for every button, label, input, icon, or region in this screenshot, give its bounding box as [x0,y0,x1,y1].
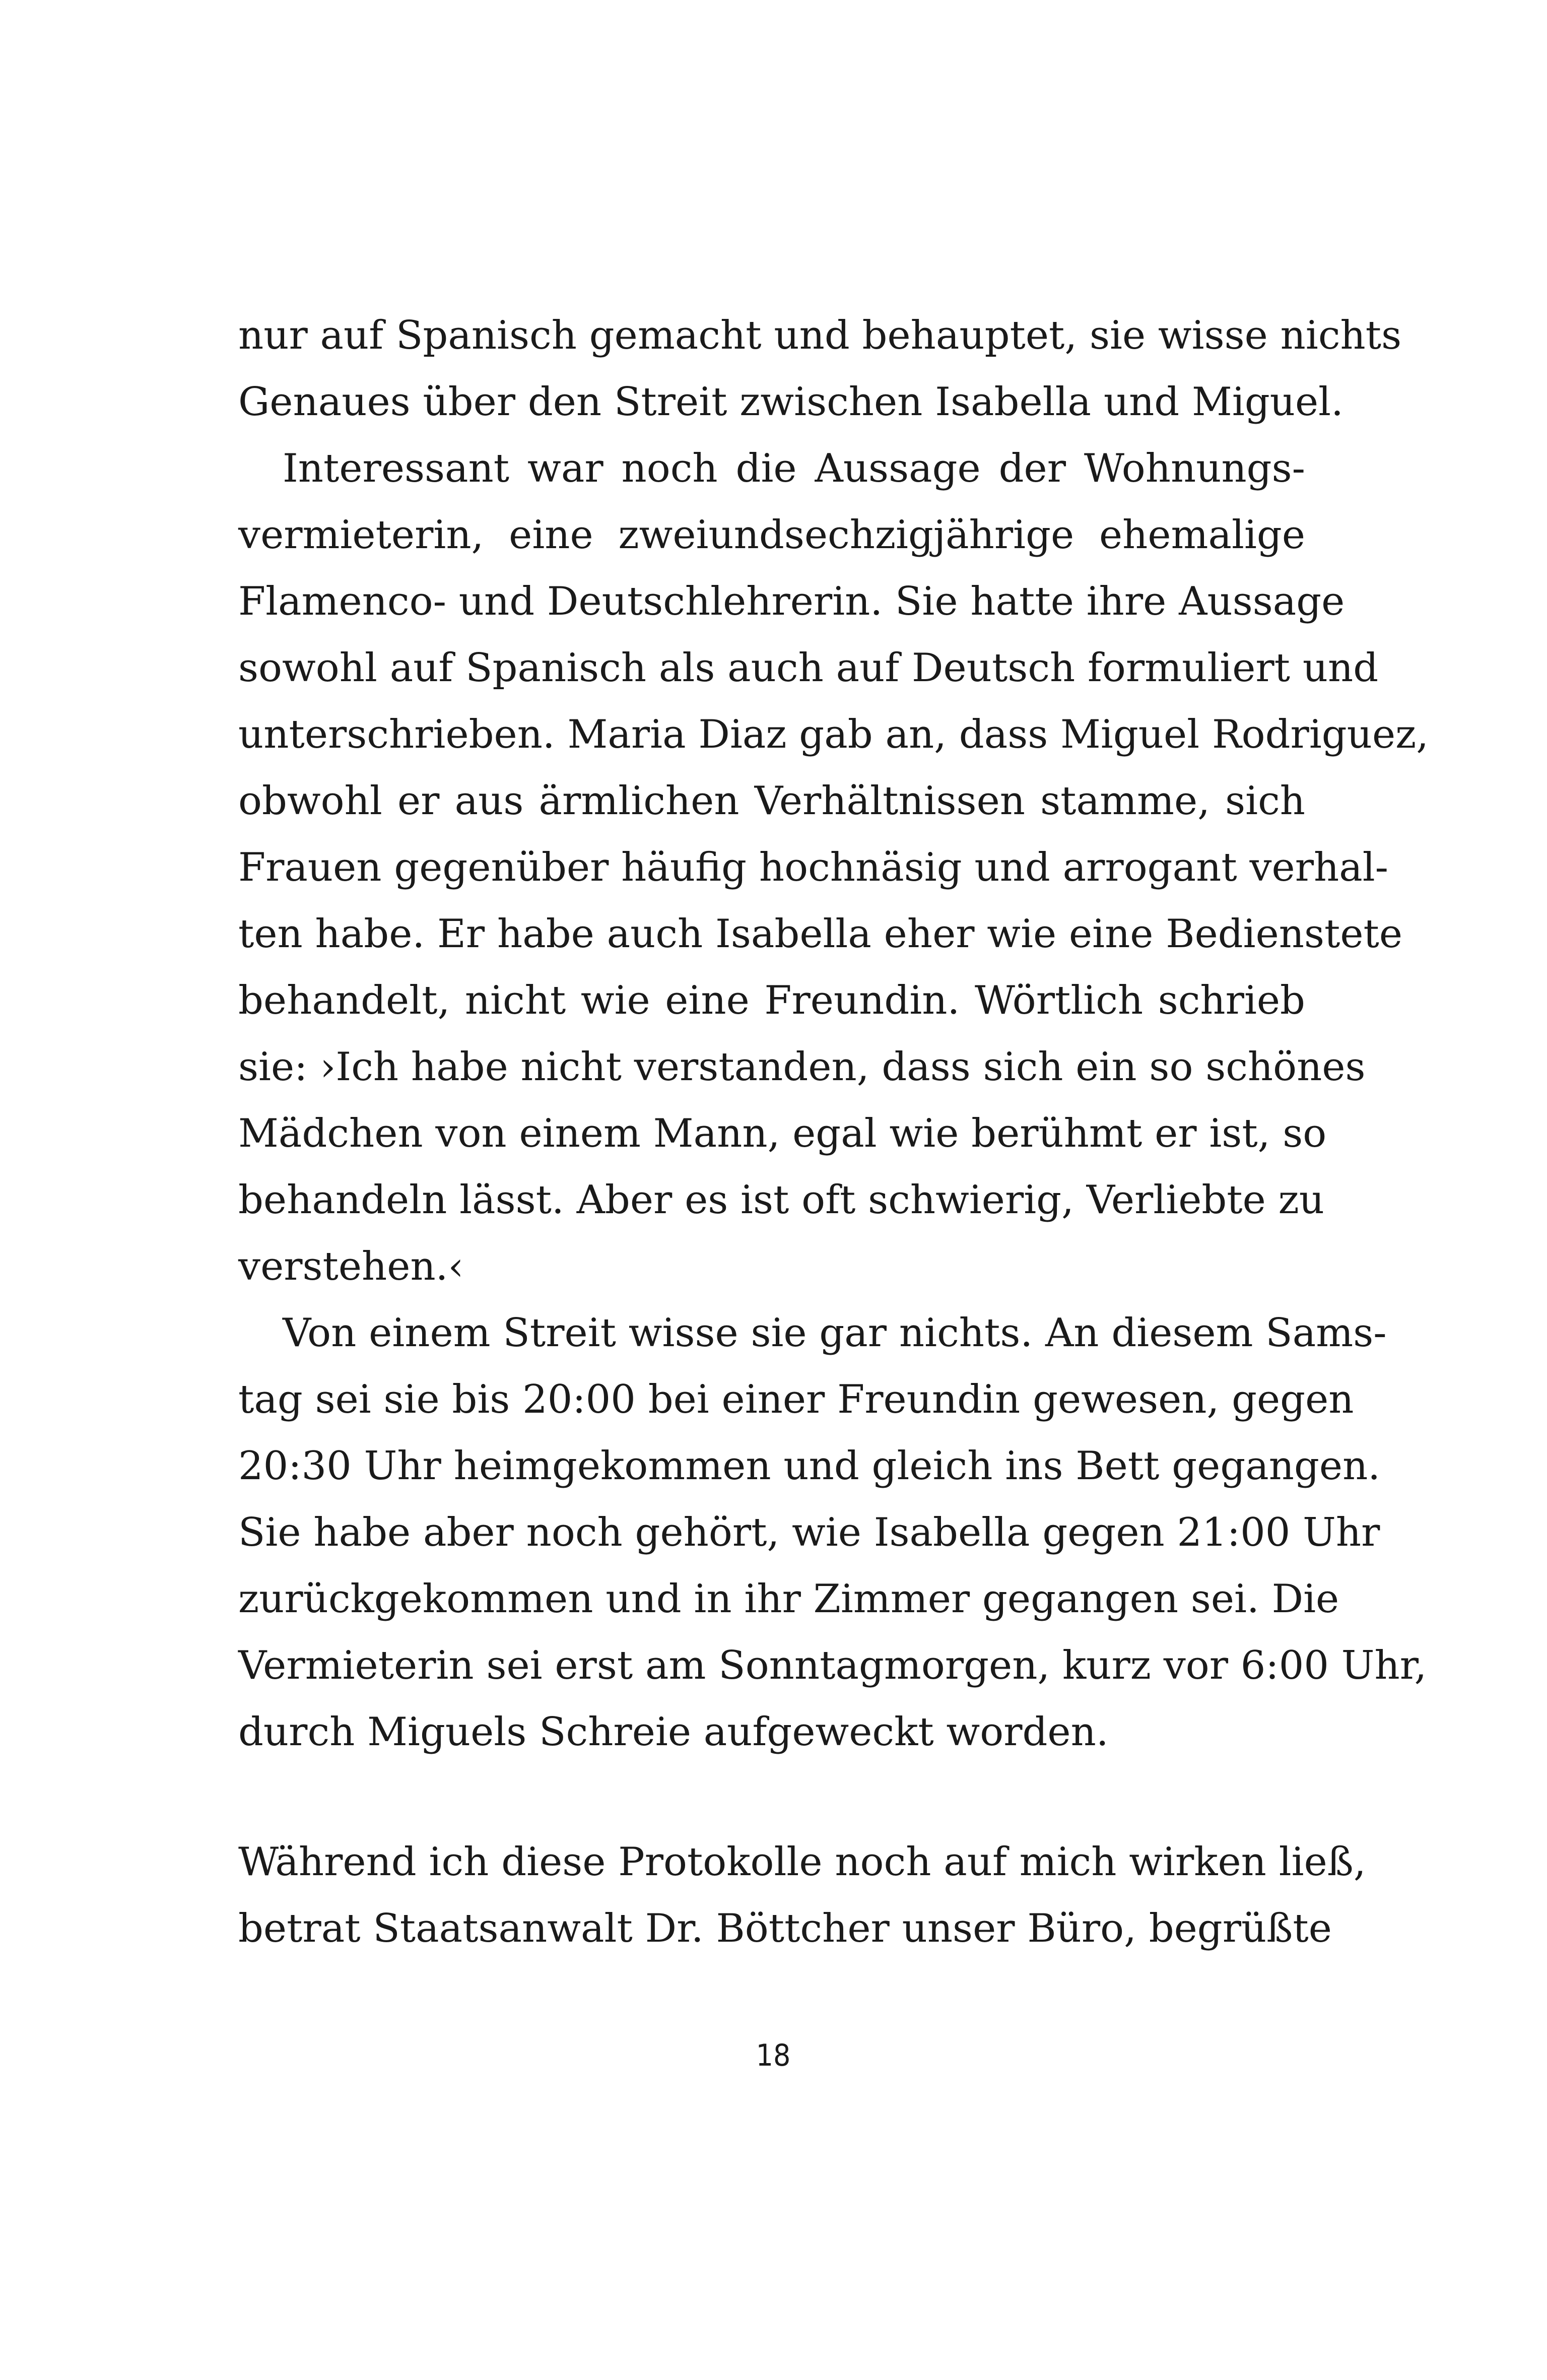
text-line: Frauen gegenüber häufig hochnäsig und arrogant verhal- [238,845,1389,890]
page-number: 18 [756,2038,791,2073]
text-line: Genaues über den Streit zwischen Isabella und Miguel. [238,379,1343,425]
text-line: durch Miguels Schreie aufgeweckt worden. [238,1709,1109,1755]
text-line: nur auf Spanisch gemacht und behauptet, sie wisse nichts [238,313,1402,358]
text-line: zurückgekommen und in ihr Zimmer gegangen sei. Die [238,1576,1339,1622]
text-line: 20:30 Uhr heimgekommen und gleich ins Bett gegangen. [238,1443,1381,1489]
text-line: sie: ›Ich habe nicht verstanden, dass sich ein so schönes [238,1044,1366,1090]
text-line: vermieterin, eine zweiundsechzigjährige ehemalige [238,512,1305,558]
text-line: Vermieterin sei erst am Sonntagmorgen, kurz vor 6:00 Uhr, [238,1643,1427,1688]
text-line: verstehen.‹ [238,1244,464,1289]
text-line: obwohl er aus ärmlichen Verhältnissen stamme, sich [238,778,1305,824]
text-line: tag sei sie bis 20:00 bei einer Freundin gewesen, gegen [238,1377,1354,1422]
text-line: unterschrieben. Maria Diaz gab an, dass Miguel Rodriguez, [238,712,1429,757]
text-line: ten habe. Er habe auch Isabella eher wie eine Bedienstete [238,911,1403,957]
text-line: Interessant war noch die Aussage der Wohnungs- [283,446,1305,491]
text-line: behandelt, nicht wie eine Freundin. Wörtlich schrieb [238,978,1305,1023]
text-line: sowohl auf Spanisch als auch auf Deutsch formuliert und [238,645,1379,691]
text-line: Während ich diese Protokolle noch auf mich wirken ließ, [238,1839,1366,1885]
text-line: Sie habe aber noch gehört, wie Isabella gegen 21:00 Uhr [238,1510,1380,1555]
text-line: Von einem Streit wisse sie gar nichts. An diesem Sams- [283,1310,1387,1356]
text-line: Mädchen von einem Mann, egal wie berühmt er ist, so [238,1111,1327,1156]
text-line: behandeln lässt. Aber es ist oft schwierig, Verliebte zu [238,1177,1324,1223]
text-line: betrat Staatsanwalt Dr. Böttcher unser Büro, begrüßte [238,1906,1332,1951]
text-line: Flamenco- und Deutschlehrerin. Sie hatte ihre Aussage [238,579,1345,624]
